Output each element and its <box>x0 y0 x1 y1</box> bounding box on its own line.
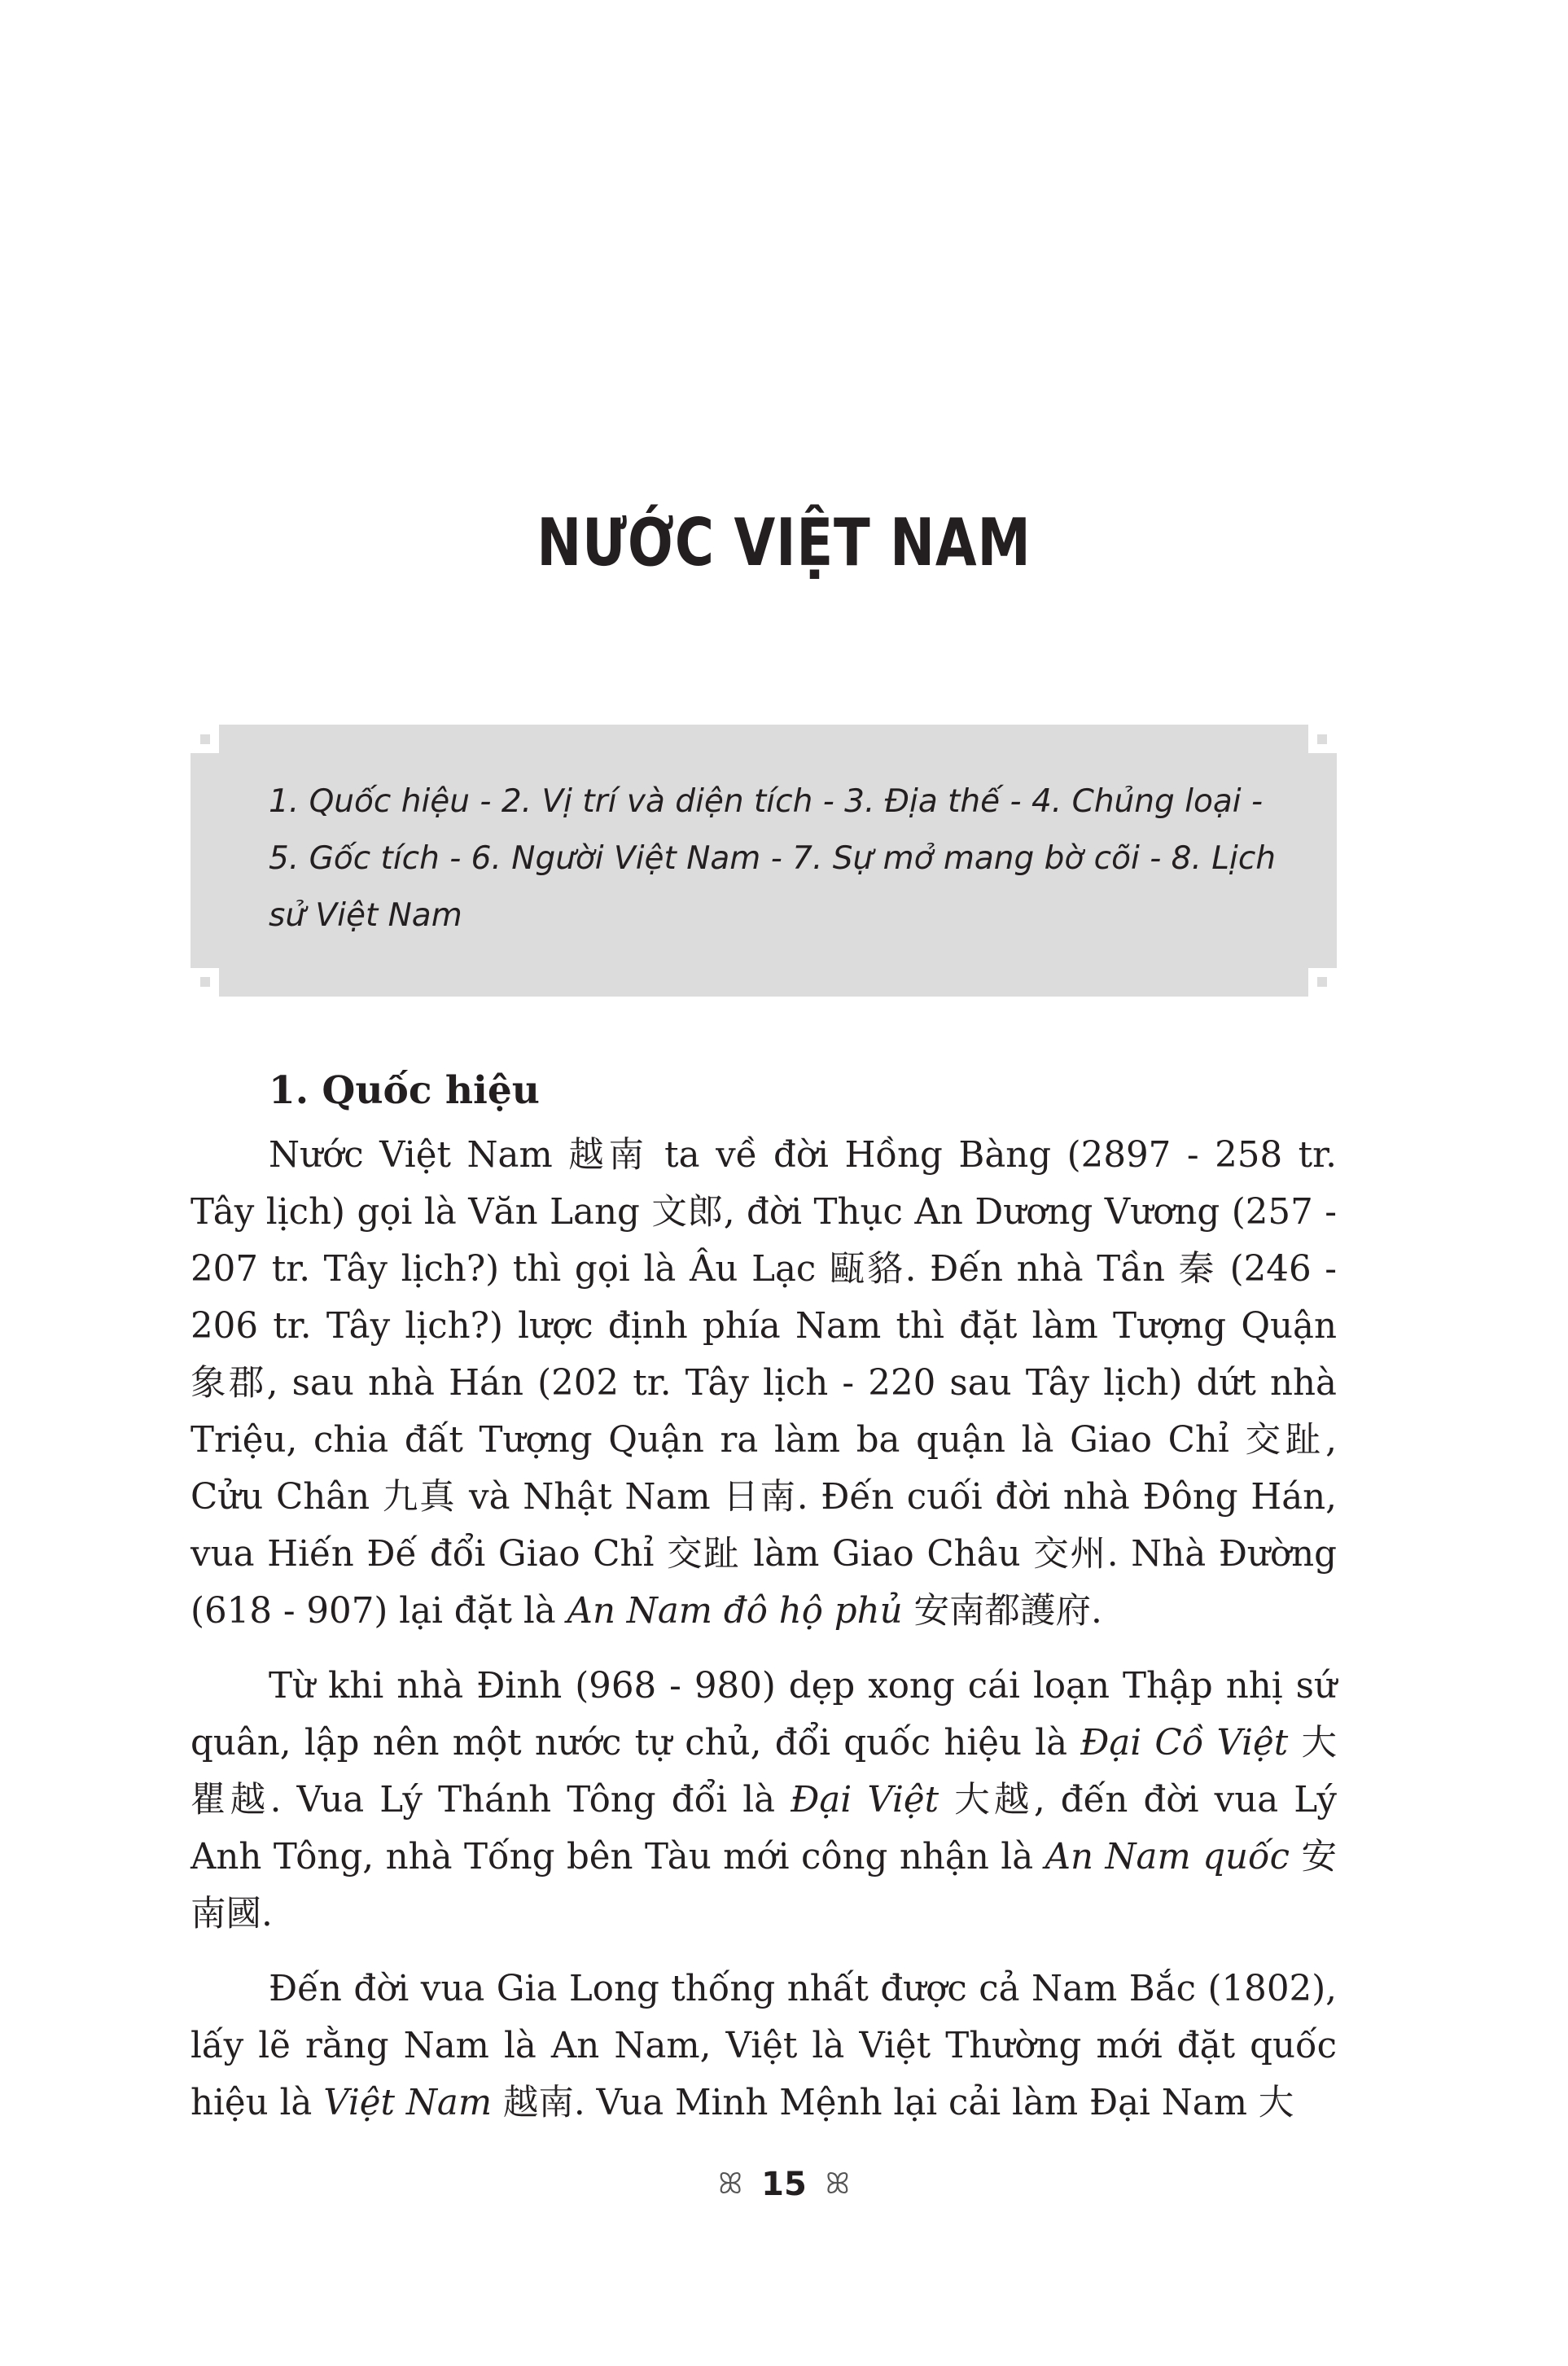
italic-term: Việt Nam <box>323 2083 493 2123</box>
box-corner-dot <box>1317 977 1327 987</box>
text-run: 安南國. <box>191 1837 1338 1934</box>
paragraph-2 <box>191 1658 1337 1943</box>
text-run: 大越, đến đời vua Lý Anh Tông, nhà Tống bên Tàu mới công nhận là <box>191 1780 1337 1877</box>
text-run: 安南都護府. <box>902 1591 1102 1632</box>
chapter-title: NƯỚC VIỆT NAM <box>537 505 1031 581</box>
chapter-summary-text: 1. Quốc hiệu - 2. Vị trí và diện tích - 3. Địa thế - 4. Chủng loại - 5. Gốc tích - 6. Người Việt Nam - 7. Sự mở mang bờ cõi - 8. Lịch sử Việt Nam <box>269 783 1276 934</box>
box-corner-dot <box>200 734 210 744</box>
left-ornament-icon: ꕤ <box>718 2167 743 2201</box>
chapter-summary-box <box>191 725 1337 997</box>
box-corner-dot <box>1317 734 1327 744</box>
page-number: 15 <box>761 2166 807 2203</box>
text-run: 越南. Vua Minh Mệnh lại cải làm Đại Nam 大 <box>492 2083 1294 2123</box>
text-run: Nước Việt Nam 越南 ta về đời Hồng Bàng (2897 - 258 tr. Tây lịch) gọi là Văn Lang 文郎, đời Thục An Dương Vương (257 - 207 tr. Tây lịch?) thì gọi là Âu Lạc 甌貉. Đến nhà Tần 秦 (246 - 206 tr. Tây lịch?) lược định phía Nam thì đặt làm Tượng Quận 象郡, sau nhà Hán (202 tr. Tây lịch - 220 sau Tây lịch) dứt nhà Triệu, chia đất Tượng Quận ra làm ba quận là Giao Chỉ 交趾, Cửu Chân 九真 và Nhật Nam 日南. Đến cuối đời nhà Đông Hán, vua Hiến Đế đổi Giao Chỉ 交趾 làm Giao Châu 交州. Nhà Đường (618 - 907) lại đặt là <box>191 1135 1337 1632</box>
text-run: 大瞿越. Vua Lý Thánh Tông đổi là <box>191 1723 1337 1821</box>
box-corner-dot <box>200 977 210 987</box>
text-run: Đến đời vua Gia Long thống nhất được cả Nam Bắc (1802), lấy lẽ rằng Nam là An Nam, Việt là Việt Thường mới đặt quốc hiệu là <box>191 1969 1337 2123</box>
main-content <box>191 1058 1337 2149</box>
right-ornament-icon: ꕤ <box>825 2167 850 2201</box>
text-run: Từ khi nhà Đinh (968 - 980) dẹp xong cái loạn Thập nhị sứ quân, lập nên một nước tự chủ, đổi quốc hiệu là <box>191 1666 1337 1764</box>
page-footer <box>0 2166 1568 2203</box>
italic-term: An Nam đô hộ phủ <box>567 1591 903 1632</box>
paragraph-3 <box>191 1961 1337 2132</box>
paragraph-1 <box>191 1127 1337 1640</box>
section-heading: 1. Quốc hiệu <box>269 1068 540 1113</box>
italic-term: Đại Việt <box>791 1780 939 1821</box>
italic-term: Đại Cồ Việt <box>1080 1723 1289 1764</box>
italic-term: An Nam quốc <box>1045 1837 1290 1877</box>
